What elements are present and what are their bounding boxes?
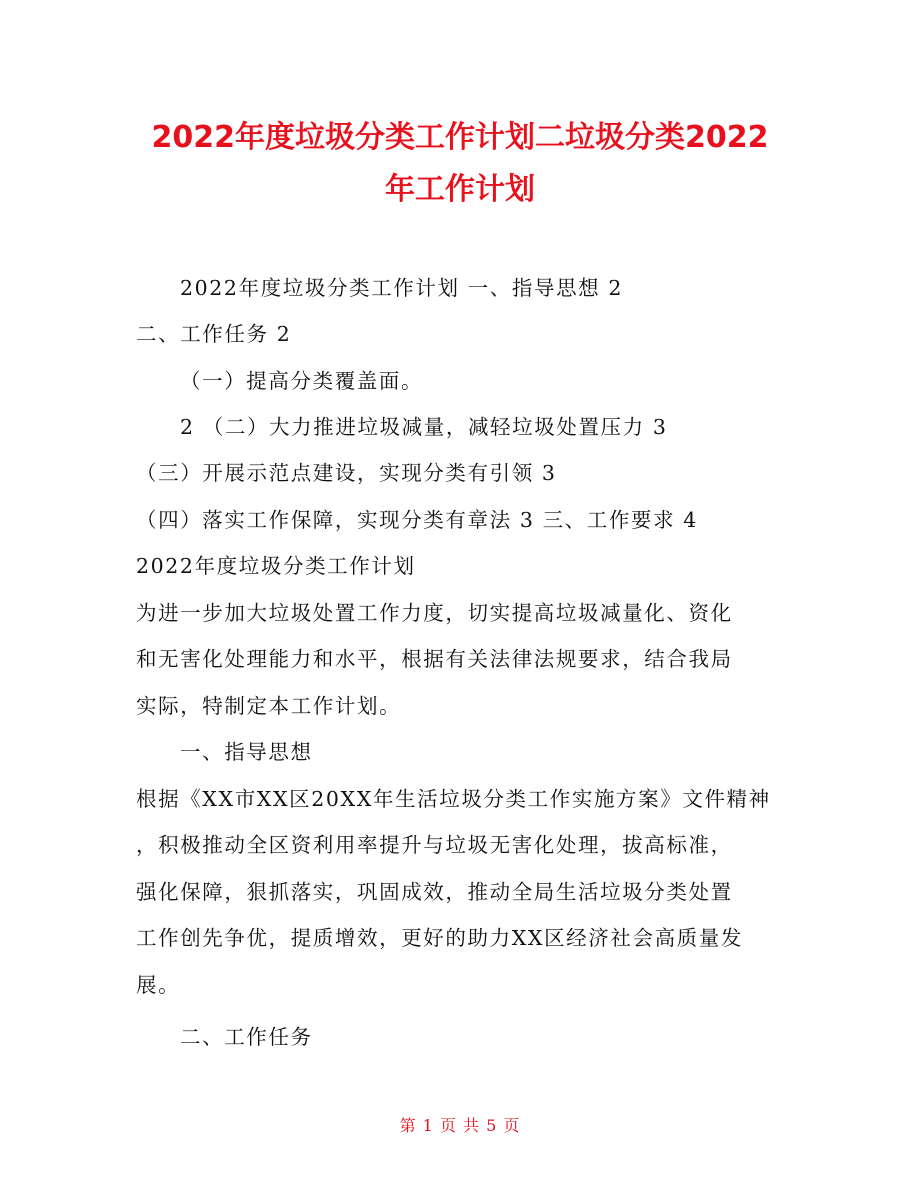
paragraph-line: 和无害化处理能力和水平，根据有关法律法规要求，结合我局 bbox=[136, 647, 733, 671]
document-title-line-1: 2022年度垃圾分类工作计划二垃圾分类2022 bbox=[151, 120, 769, 155]
toc-line-5: （三）开展示范点建设，实现分类有引领 3 bbox=[136, 461, 557, 485]
toc-line-3: （一）提高分类覆盖面。 bbox=[180, 369, 424, 393]
page-footer: 第 1 页 共 5 页 bbox=[399, 1116, 521, 1135]
toc-line-1: 2022年度垃圾分类工作计划 一、指导思想 2 bbox=[180, 276, 624, 300]
paragraph-line: 展。 bbox=[136, 973, 181, 997]
paragraph-line: 实际，特制定本工作计划。 bbox=[136, 694, 402, 718]
toc-line-2: 二、工作任务 2 bbox=[136, 322, 292, 346]
section-heading-guiding-ideology: 一、指导思想 bbox=[180, 740, 313, 764]
toc-line-4: 2 （二）大力推进垃圾减量，减轻垃圾处置压力 3 bbox=[180, 415, 668, 439]
paragraph-line: 强化保障，狠抓落实，巩固成效，推动全局生活垃圾分类处置 bbox=[136, 880, 733, 904]
paragraph-line: 工作创先争优，提质增效，更好的助力XX区经济社会高质量发 bbox=[136, 926, 743, 950]
paragraph-line: 根据《XX市XX区20XX年生活垃圾分类工作实施方案》文件精神 bbox=[136, 787, 771, 811]
document-title-line-2: 年工作计划 bbox=[385, 172, 535, 207]
paragraph-line: ，积极推动全区资利用率提升与垃圾无害化处理，拔高标准， bbox=[136, 833, 733, 857]
toc-line-6: （四）落实工作保障，实现分类有章法 3 三、工作要求 4 bbox=[136, 508, 698, 532]
paragraph-line: 为进一步加大垃圾处置工作力度，切实提高垃圾减量化、资化 bbox=[136, 601, 733, 625]
body-heading-plan: 2022年度垃圾分类工作计划 bbox=[136, 554, 416, 578]
section-heading-work-tasks: 二、工作任务 bbox=[180, 1025, 313, 1049]
